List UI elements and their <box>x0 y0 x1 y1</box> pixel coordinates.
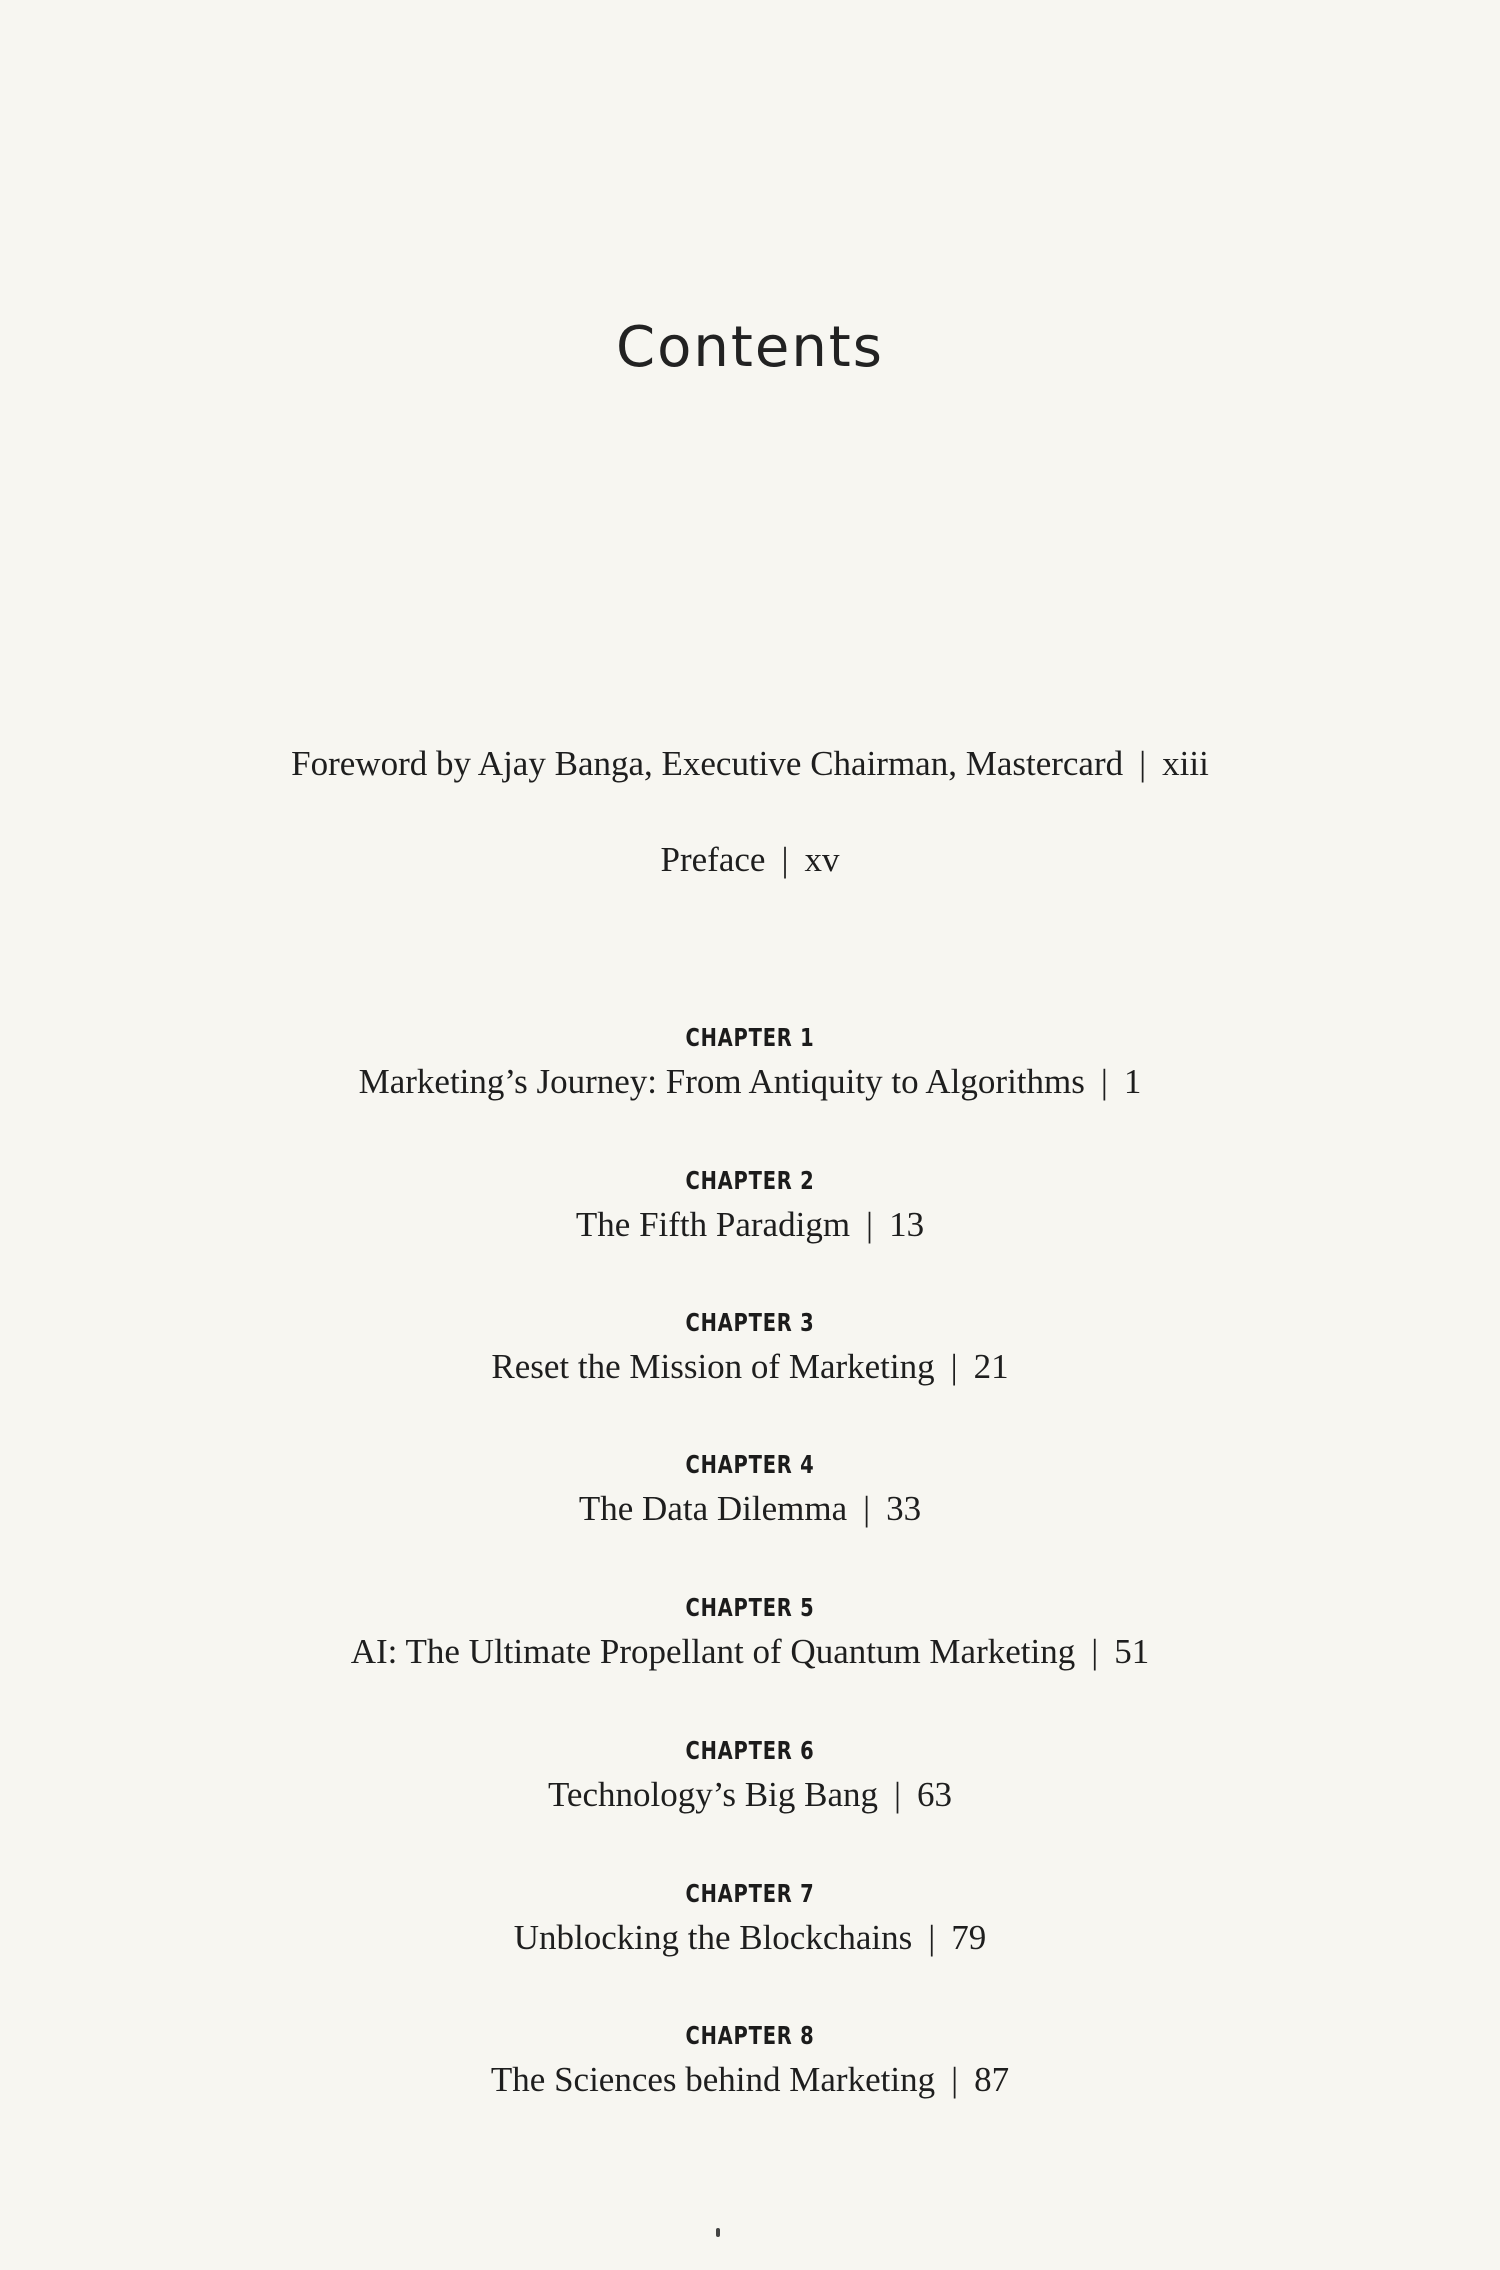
entry-separator: | <box>928 1918 936 1957</box>
toc-entry-chapter-8[interactable] <box>0 2018 1500 2102</box>
chapter-label: CHAPTER 6 <box>685 1736 815 1765</box>
toc-entry-chapter-6[interactable] <box>0 1733 1500 1817</box>
entry-page-number: 87 <box>974 2060 1010 2099</box>
toc-entry-preface[interactable] <box>0 838 1500 882</box>
entry-separator: | <box>781 840 789 879</box>
chapter-label: CHAPTER 1 <box>685 1023 815 1052</box>
toc-entry-chapter-1[interactable] <box>0 1020 1500 1104</box>
chapter-label: CHAPTER 7 <box>685 1879 815 1908</box>
entry-title: Foreword by Ajay Banga, Executive Chairman, Mastercard <box>291 744 1124 783</box>
chapter-title-line <box>0 1773 1500 1817</box>
ink-speck <box>716 2228 720 2237</box>
entry-separator: | <box>1091 1632 1099 1671</box>
entry-separator: | <box>866 1205 874 1244</box>
entry-page-number: xv <box>804 840 840 879</box>
toc-entry-chapter-7[interactable] <box>0 1876 1500 1960</box>
entry-separator: | <box>1139 744 1147 783</box>
entry-separator: | <box>1100 1062 1108 1101</box>
chapter-title-line <box>0 1060 1500 1104</box>
toc-entry-foreword[interactable] <box>0 742 1500 786</box>
chapter-label: CHAPTER 2 <box>685 1166 815 1195</box>
chapter-title-line <box>0 1487 1500 1531</box>
entry-separator: | <box>950 1347 958 1386</box>
chapter-title-line <box>0 1916 1500 1960</box>
entry-title: Marketing’s Journey: From Antiquity to Algorithms <box>358 1062 1085 1101</box>
entry-page-number: 63 <box>917 1775 953 1814</box>
chapter-title-line <box>0 2058 1500 2102</box>
entry-title: The Fifth Paradigm <box>575 1205 851 1244</box>
chapter-title-line <box>0 1345 1500 1389</box>
toc-entry-chapter-5[interactable] <box>0 1590 1500 1674</box>
entry-page-number: 79 <box>951 1918 987 1957</box>
entry-title: AI: The Ultimate Propellant of Quantum Marketing <box>350 1632 1076 1671</box>
entry-title: The Sciences behind Marketing <box>490 2060 936 2099</box>
entry-separator: | <box>863 1489 871 1528</box>
entry-page-number: 33 <box>886 1489 922 1528</box>
toc-entry-chapter-4[interactable] <box>0 1447 1500 1531</box>
entry-title: Preface <box>660 840 766 879</box>
chapter-title-line <box>0 1630 1500 1674</box>
entry-separator: | <box>894 1775 902 1814</box>
entry-page-number: 13 <box>889 1205 925 1244</box>
page-title: Contents <box>616 315 884 380</box>
toc-entry-chapter-3[interactable] <box>0 1305 1500 1389</box>
entry-title: The Data Dilemma <box>578 1489 848 1528</box>
entry-separator: | <box>951 2060 959 2099</box>
chapter-title-line <box>0 1203 1500 1247</box>
entry-page-number: xiii <box>1162 744 1209 783</box>
chapter-label: CHAPTER 3 <box>685 1308 815 1337</box>
entry-page-number: 1 <box>1123 1062 1142 1101</box>
entry-title: Unblocking the Blockchains <box>513 1918 913 1957</box>
toc-entry-chapter-2[interactable] <box>0 1163 1500 1247</box>
entry-page-number: 21 <box>973 1347 1009 1386</box>
chapter-label: CHAPTER 5 <box>685 1593 815 1622</box>
entry-page-number: 51 <box>1114 1632 1150 1671</box>
entry-title: Technology’s Big Bang <box>547 1775 878 1814</box>
chapter-label: CHAPTER 8 <box>685 2021 815 2050</box>
entry-title: Reset the Mission of Marketing <box>491 1347 935 1386</box>
chapter-label: CHAPTER 4 <box>685 1450 815 1479</box>
